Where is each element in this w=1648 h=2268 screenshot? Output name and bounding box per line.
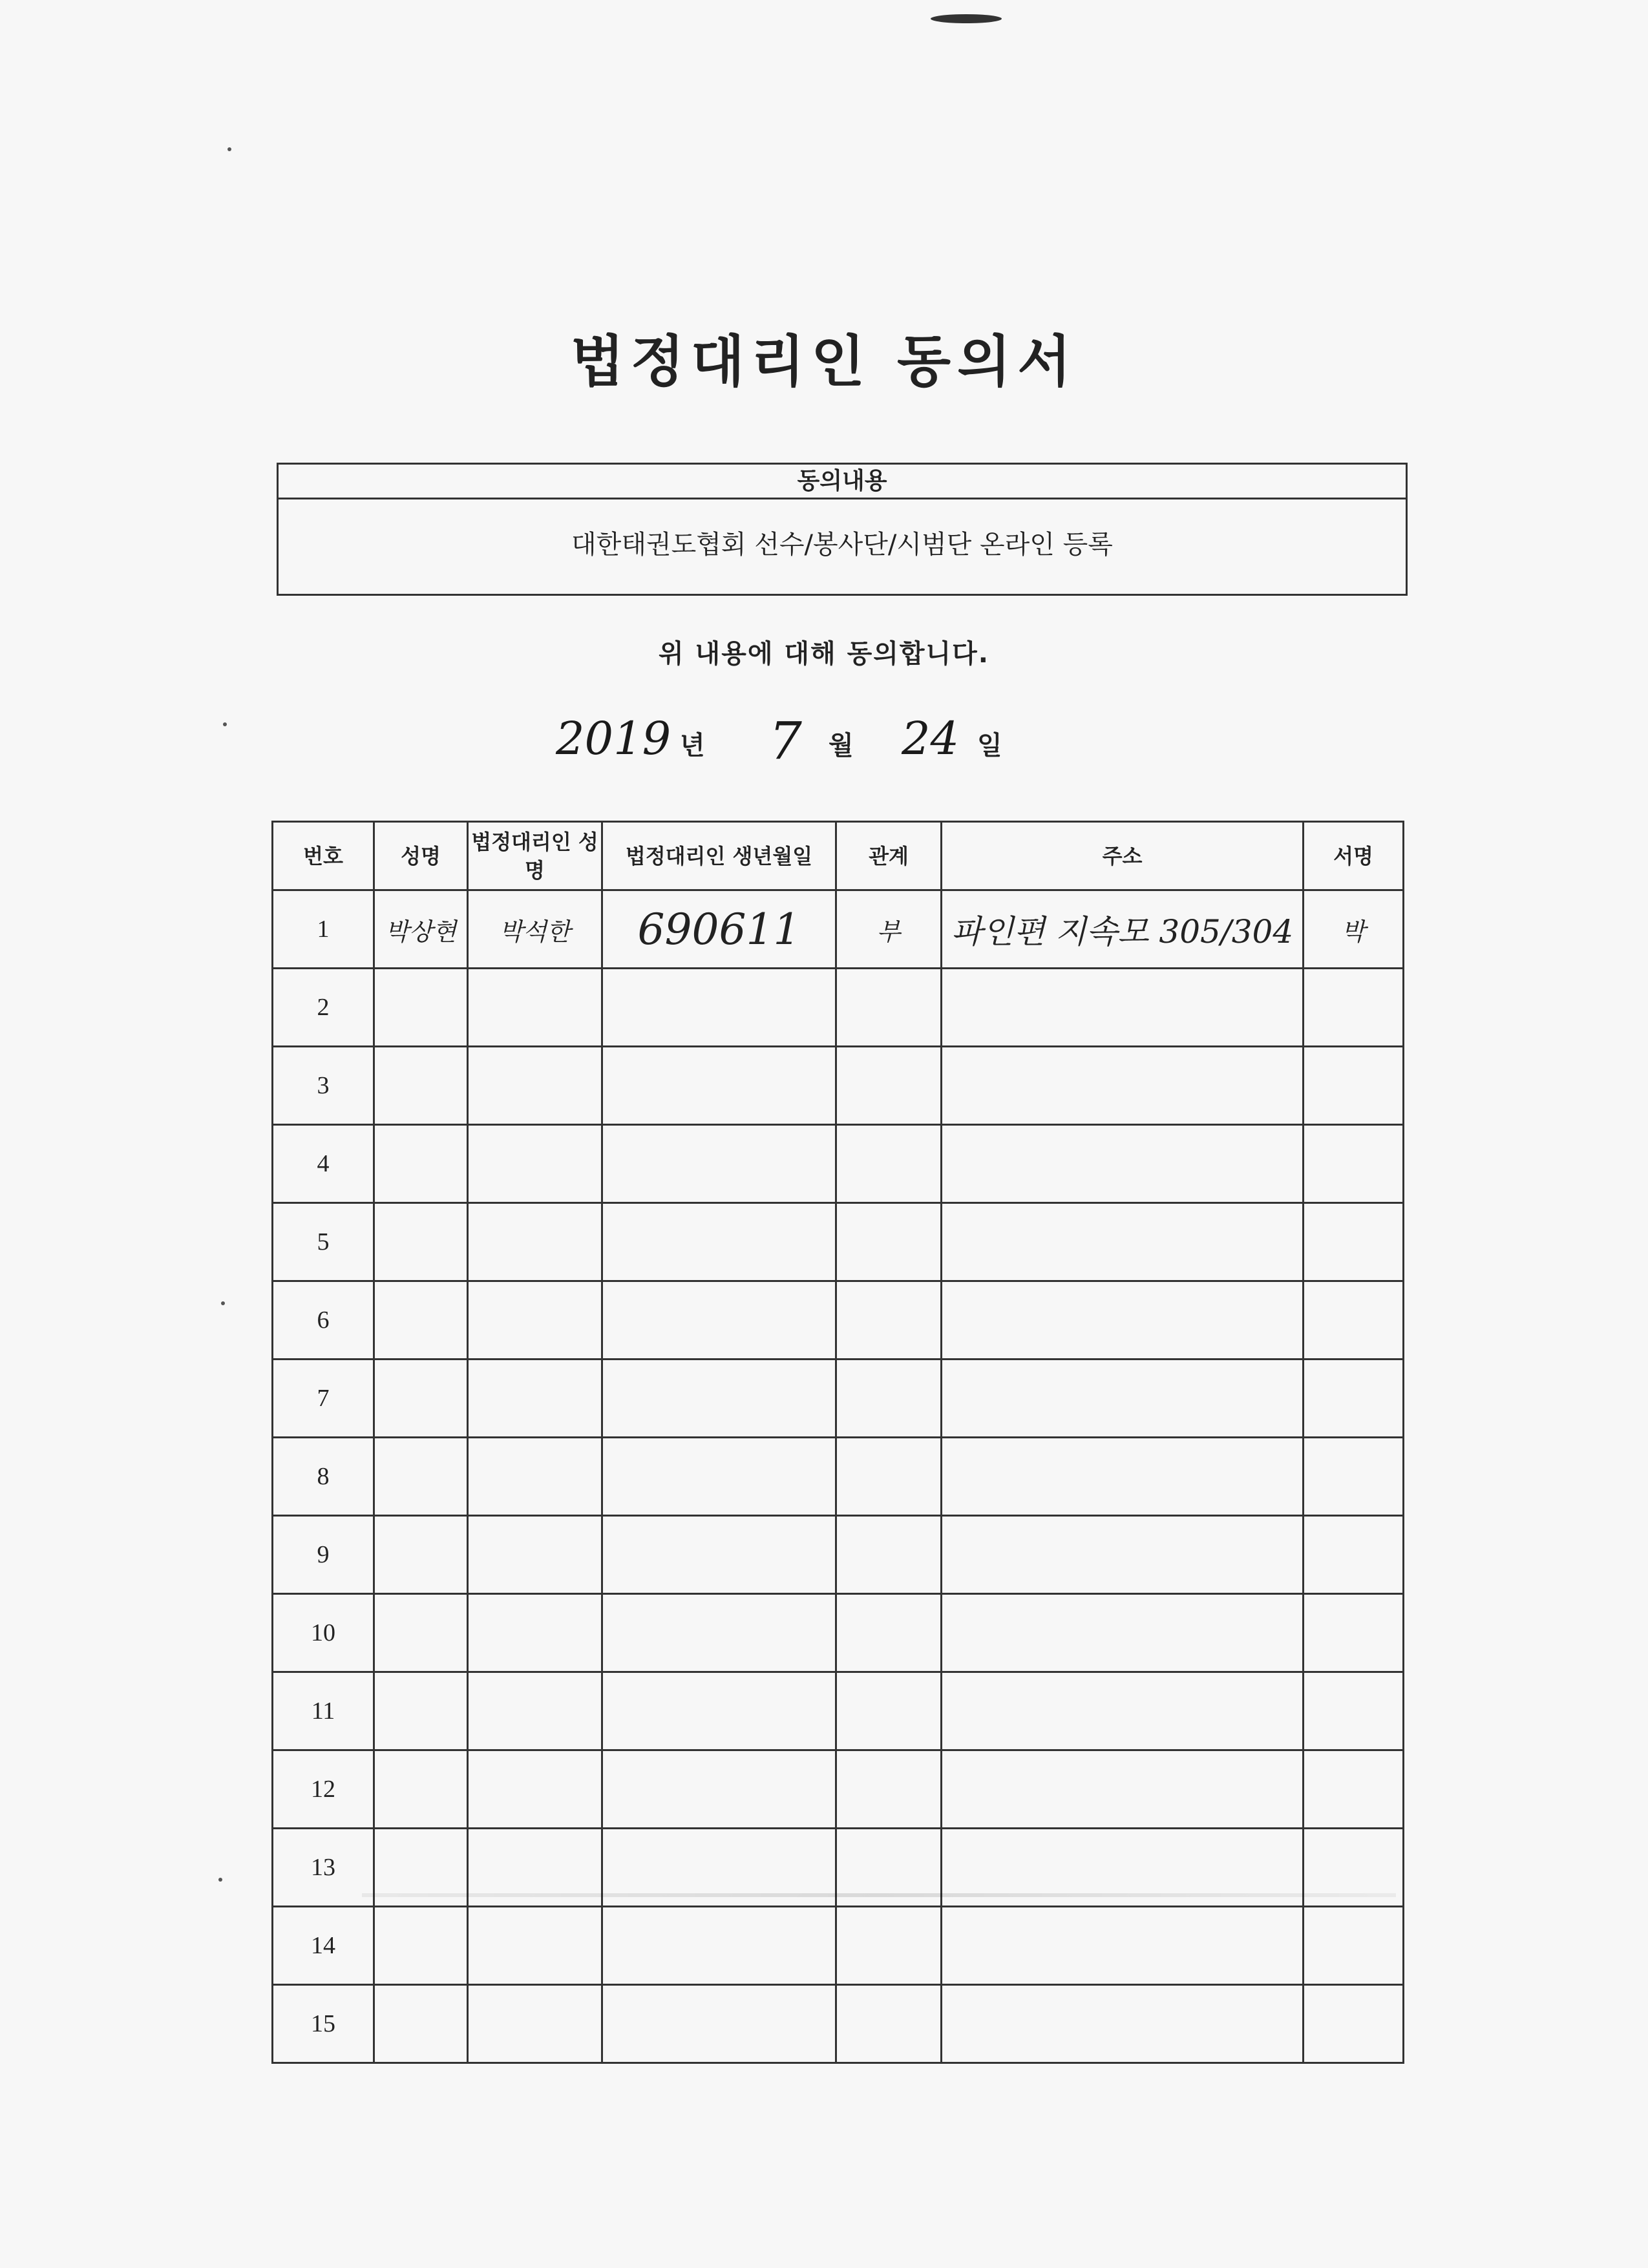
date-day: 24	[902, 712, 960, 765]
guardian-birth-cell	[602, 1985, 836, 2063]
name-cell	[374, 1907, 468, 1985]
signature-cell: 박	[1304, 890, 1404, 969]
guardian-register-table	[271, 821, 1404, 2064]
address-cell	[942, 1125, 1304, 1203]
row-number: 13	[273, 1829, 374, 1907]
relation-cell	[836, 1516, 942, 1594]
guardian-birth-cell	[602, 1125, 836, 1203]
relation-cell	[836, 1594, 942, 1672]
table-row	[273, 1907, 1404, 1985]
name-cell	[374, 1750, 468, 1829]
guardian-birth-cell	[602, 1360, 836, 1438]
signature-cell	[1304, 1672, 1404, 1750]
date-year-unit: 년	[680, 731, 705, 761]
relation-cell	[836, 1985, 942, 2063]
guardian-name-cell	[468, 1438, 602, 1516]
table-row	[273, 1438, 1404, 1516]
guardian-birth-cell	[602, 1203, 836, 1281]
name-cell	[374, 1047, 468, 1125]
relation-cell	[836, 1750, 942, 1829]
row-number: 11	[273, 1672, 374, 1750]
row-number: 4	[273, 1125, 374, 1203]
name-cell: 박상현	[374, 890, 468, 969]
signature-cell	[1304, 1750, 1404, 1829]
document-title: 법정대리인 동의서	[570, 330, 1078, 394]
guardian-name-cell	[468, 969, 602, 1047]
header-name: 성명	[374, 822, 468, 890]
guardian-birth-cell	[602, 1047, 836, 1125]
relation-cell	[836, 1281, 942, 1360]
relation-cell	[836, 1438, 942, 1516]
guardian-name-cell	[468, 1672, 602, 1750]
relation-cell	[836, 1047, 942, 1125]
table-row	[273, 890, 1404, 969]
row-number: 1	[273, 890, 374, 969]
header-guardian-birth: 법정대리인 생년월일	[602, 822, 836, 890]
address-cell: 파인편 지속모 305/304	[942, 890, 1304, 969]
date-day-unit: 일	[977, 731, 1002, 761]
row-number: 9	[273, 1516, 374, 1594]
scan-mark	[931, 14, 1002, 23]
date-month: 7	[769, 711, 802, 771]
name-cell	[374, 1985, 468, 2063]
guardian-name-cell: 박석한	[468, 890, 602, 969]
row-number: 12	[273, 1750, 374, 1829]
table-row	[273, 1281, 1404, 1360]
guardian-birth-cell	[602, 1750, 836, 1829]
consent-content: 대한태권도협회 선수/봉사단/시범단 온라인 등록	[571, 530, 1113, 560]
row-number: 7	[273, 1360, 374, 1438]
guardian-name-cell	[468, 1281, 602, 1360]
guardian-birth-cell	[602, 1281, 836, 1360]
address-cell	[942, 1203, 1304, 1281]
scan-speck	[227, 147, 231, 151]
relation-cell	[836, 1125, 942, 1203]
row-number: 8	[273, 1438, 374, 1516]
signature-cell	[1304, 1985, 1404, 2063]
name-cell	[374, 969, 468, 1047]
signature-cell	[1304, 1360, 1404, 1438]
guardian-birth-cell	[602, 969, 836, 1047]
guardian-name-cell	[468, 1360, 602, 1438]
address-cell	[942, 1907, 1304, 1985]
table-header-row	[273, 822, 1404, 890]
signature-cell	[1304, 1516, 1404, 1594]
consent-box	[277, 463, 1408, 596]
consent-header: 동의내용	[279, 465, 1406, 499]
scan-speck	[218, 1878, 222, 1882]
guardian-name-cell	[468, 1047, 602, 1125]
scan-smudge	[362, 1893, 1396, 1897]
address-cell	[942, 1672, 1304, 1750]
guardian-name-cell	[468, 1907, 602, 1985]
name-cell	[374, 1594, 468, 1672]
address-cell	[942, 1985, 1304, 2063]
relation-cell	[836, 969, 942, 1047]
row-number: 5	[273, 1203, 374, 1281]
signature-cell	[1304, 1203, 1404, 1281]
guardian-birth-cell	[602, 1672, 836, 1750]
header-signature: 서명	[1304, 822, 1404, 890]
address-cell	[942, 1594, 1304, 1672]
signature-cell	[1304, 1438, 1404, 1516]
scan-speck	[221, 1301, 225, 1305]
address-cell	[942, 1516, 1304, 1594]
header-guardian-name: 법정대리인 성명	[468, 822, 602, 890]
table-row	[273, 1672, 1404, 1750]
table-row	[273, 969, 1404, 1047]
table-row	[273, 1047, 1404, 1125]
table-row	[273, 1360, 1404, 1438]
table-row	[273, 1203, 1404, 1281]
row-number: 15	[273, 1985, 374, 2063]
signature-cell	[1304, 969, 1404, 1047]
name-cell	[374, 1672, 468, 1750]
agree-statement: 위 내용에 대해 동의합니다.	[658, 639, 989, 669]
guardian-birth-cell	[602, 1907, 836, 1985]
guardian-name-cell	[468, 1125, 602, 1203]
signature-cell	[1304, 1907, 1404, 1985]
row-number: 6	[273, 1281, 374, 1360]
name-cell	[374, 1203, 468, 1281]
address-cell	[942, 1281, 1304, 1360]
signature-cell	[1304, 1047, 1404, 1125]
table-row	[273, 1125, 1404, 1203]
address-cell	[942, 1360, 1304, 1438]
name-cell	[374, 1438, 468, 1516]
relation-cell	[836, 1360, 942, 1438]
name-cell	[374, 1281, 468, 1360]
row-number: 3	[273, 1047, 374, 1125]
relation-cell	[836, 1203, 942, 1281]
relation-cell	[836, 1907, 942, 1985]
guardian-birth-cell	[602, 1438, 836, 1516]
guardian-birth-cell	[602, 1594, 836, 1672]
table-row	[273, 1516, 1404, 1594]
row-number: 2	[273, 969, 374, 1047]
guardian-name-cell	[468, 1516, 602, 1594]
guardian-birth-cell: 690611	[602, 890, 836, 969]
row-number: 10	[273, 1594, 374, 1672]
signature-cell	[1304, 1594, 1404, 1672]
address-cell	[942, 1438, 1304, 1516]
guardian-name-cell	[468, 1203, 602, 1281]
guardian-name-cell	[468, 1985, 602, 2063]
signature-cell	[1304, 1125, 1404, 1203]
address-cell	[942, 1047, 1304, 1125]
table-row	[273, 1985, 1404, 2063]
relation-cell	[836, 1672, 942, 1750]
signature-cell	[1304, 1281, 1404, 1360]
date-line	[0, 711, 1648, 782]
address-cell	[942, 969, 1304, 1047]
table-row	[273, 1594, 1404, 1672]
address-cell	[942, 1750, 1304, 1829]
header-relation: 관계	[836, 822, 942, 890]
header-address: 주소	[942, 822, 1304, 890]
name-cell	[374, 1516, 468, 1594]
date-year: 2019	[556, 712, 671, 765]
relation-cell: 부	[836, 890, 942, 969]
guardian-name-cell	[468, 1594, 602, 1672]
guardian-name-cell	[468, 1750, 602, 1829]
date-month-unit: 월	[829, 731, 854, 761]
name-cell	[374, 1360, 468, 1438]
guardian-birth-cell	[602, 1516, 836, 1594]
table-row	[273, 1750, 1404, 1829]
header-no: 번호	[273, 822, 374, 890]
name-cell	[374, 1125, 468, 1203]
row-number: 14	[273, 1907, 374, 1985]
